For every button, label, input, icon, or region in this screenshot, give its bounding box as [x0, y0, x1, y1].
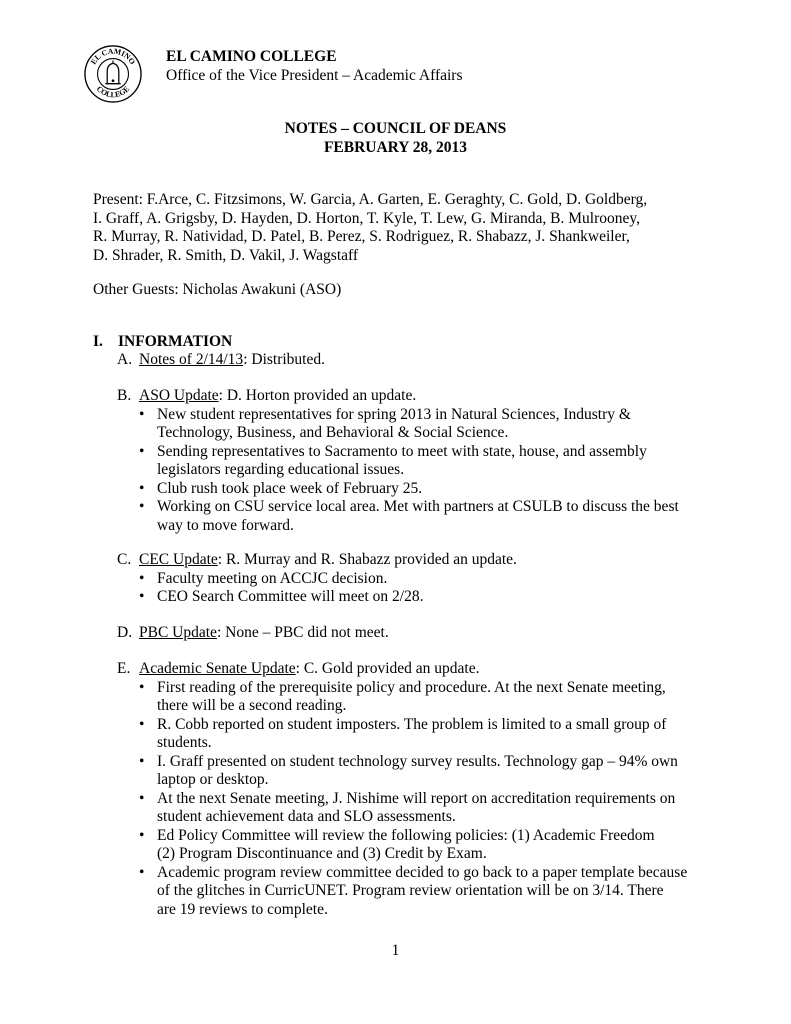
- bullet-text: Club rush took place week of February 25.: [157, 479, 423, 497]
- list-item: [117, 716, 727, 753]
- bullet-icon: •: [139, 863, 145, 881]
- bullet-text: R. Cobb reported on student imposters. The problem is limited to a small group of: [157, 715, 667, 733]
- section-number: I.: [93, 333, 103, 350]
- list-item: [117, 588, 727, 607]
- bullet-text: I. Graff presented on student technology survey results. Technology gap – 94% own: [157, 752, 678, 770]
- item-label: PBC Update: [139, 624, 217, 641]
- section-title: INFORMATION: [118, 333, 233, 350]
- svg-text:EL CAMINO: EL CAMINO: [88, 46, 138, 67]
- svg-text:COLLEGE: COLLEGE: [94, 84, 132, 100]
- bullet-text: (2) Program Discontinuance and (3) Credit by Exam.: [157, 845, 487, 862]
- item-label: Notes of 2/14/13: [139, 351, 244, 368]
- attendees-paragraph: [93, 191, 733, 265]
- bullet-text: students.: [157, 734, 212, 751]
- bullet-list: [117, 679, 727, 920]
- section-information: [93, 333, 733, 352]
- bullet-text: Sending representatives to Sacramento to meet with state, house, and assembly: [157, 442, 647, 460]
- office-name: Office of the Vice President – Academic Affairs: [166, 67, 463, 84]
- list-item: [117, 406, 727, 443]
- item-cec-update: [117, 551, 727, 607]
- bullet-icon: •: [139, 789, 145, 807]
- bullet-text: way to move forward.: [157, 516, 294, 534]
- title-date: FEBRUARY 28, 2013: [323, 138, 468, 156]
- item-pbc-update: [117, 624, 727, 643]
- bullet-text: Technology, Business, and Behavioral & Social Science.: [157, 424, 509, 441]
- section-heading: [93, 333, 733, 352]
- bullet-icon: •: [139, 752, 145, 770]
- list-item: [117, 790, 727, 827]
- college-seal-logo: [84, 45, 142, 103]
- attendees-line: I. Graff, A. Grigsby, D. Hayden, D. Horton, T. Kyle, T. Lew, G. Miranda, B. Mulrooney,: [93, 209, 640, 227]
- attendees-line: Present: F.Arce, C. Fitzsimons, W. Garcia, A. Garten, E. Geraghty, C. Gold, D. Goldberg,: [93, 191, 648, 208]
- title-line: NOTES – COUNCIL OF DEANS: [284, 120, 507, 137]
- bullet-text: there will be a second reading.: [157, 697, 347, 714]
- item-letter: E.: [117, 660, 131, 677]
- letterhead: [166, 47, 463, 85]
- item-label: Academic Senate Update: [139, 660, 296, 677]
- bullet-text: are 19 reviews to complete.: [157, 900, 328, 918]
- attendees-line: D. Shrader, R. Smith, D. Vakil, J. Wagstaff: [93, 246, 359, 264]
- document-title: [0, 120, 791, 157]
- page-number: 1: [391, 942, 400, 959]
- item-notes: [117, 351, 727, 370]
- list-item: [117, 498, 727, 535]
- bullet-icon: •: [139, 715, 145, 733]
- bullet-list: [117, 406, 727, 536]
- bullet-icon: •: [139, 442, 145, 460]
- bullet-text: Ed Policy Committee will review the following policies: (1) Academic Freedom: [157, 826, 655, 844]
- item-text: : None – PBC did not meet.: [216, 624, 389, 641]
- college-name: EL CAMINO COLLEGE: [166, 48, 337, 65]
- bullet-text: CEO Search Committee will meet on 2/28.: [157, 588, 424, 605]
- list-item: [117, 864, 727, 920]
- list-item: [117, 443, 727, 480]
- item-letter: C.: [117, 551, 132, 568]
- bullet-text: Academic program review committee decided to go back to a paper template because: [157, 863, 688, 881]
- bullet-text: Working on CSU service local area. Met with partners at CSULB to discuss the best: [157, 498, 679, 515]
- item-text: : Distributed.: [243, 351, 325, 368]
- bullet-icon: •: [139, 498, 145, 515]
- list-item: [117, 480, 727, 499]
- attendees-line: R. Murray, R. Natividad, D. Patel, B. Perez, S. Rodriguez, R. Shabazz, J. Shankweiler,: [93, 228, 630, 245]
- item-label: ASO Update: [139, 387, 219, 404]
- bullet-icon: •: [139, 826, 145, 844]
- list-item: [117, 827, 727, 864]
- item-label: CEC Update: [139, 551, 218, 568]
- list-item: [117, 679, 727, 716]
- bullet-text: Faculty meeting on ACCJC decision.: [157, 569, 388, 587]
- item-aso-update: [117, 387, 727, 535]
- bullet-text: of the glitches in CurricUNET. Program review orientation will be on 3/14. There: [157, 882, 664, 899]
- item-letter: D.: [117, 624, 133, 641]
- bullet-icon: •: [139, 479, 145, 497]
- item-text: : D. Horton provided an update.: [218, 387, 417, 404]
- bullet-icon: •: [139, 678, 145, 696]
- bullet-list: [117, 570, 727, 607]
- list-item: [117, 570, 727, 589]
- bullet-text: student achievement data and SLO assessments.: [157, 808, 456, 825]
- bullet-icon: •: [139, 405, 145, 423]
- item-letter: A.: [117, 351, 133, 368]
- bullet-text: New student representatives for spring 2013 in Natural Sciences, Industry &: [157, 405, 631, 423]
- bullet-text: laptop or desktop.: [157, 771, 269, 788]
- item-text: : R. Murray and R. Shabazz provided an update.: [217, 551, 517, 568]
- bullet-text: legislators regarding educational issues.: [157, 461, 405, 478]
- bullet-text: At the next Senate meeting, J. Nishime will report on accreditation requirements on: [157, 789, 676, 807]
- item-letter: B.: [117, 387, 132, 404]
- item-academic-senate-update: [117, 660, 727, 919]
- bullet-icon: •: [139, 588, 145, 605]
- item-text: : C. Gold provided an update.: [295, 660, 480, 677]
- other-guests: Other Guests: Nicholas Awakuni (ASO): [93, 281, 342, 298]
- bullet-icon: •: [139, 569, 145, 587]
- list-item: [117, 753, 727, 790]
- bullet-text: First reading of the prerequisite policy and procedure. At the next Senate meeting,: [157, 678, 666, 696]
